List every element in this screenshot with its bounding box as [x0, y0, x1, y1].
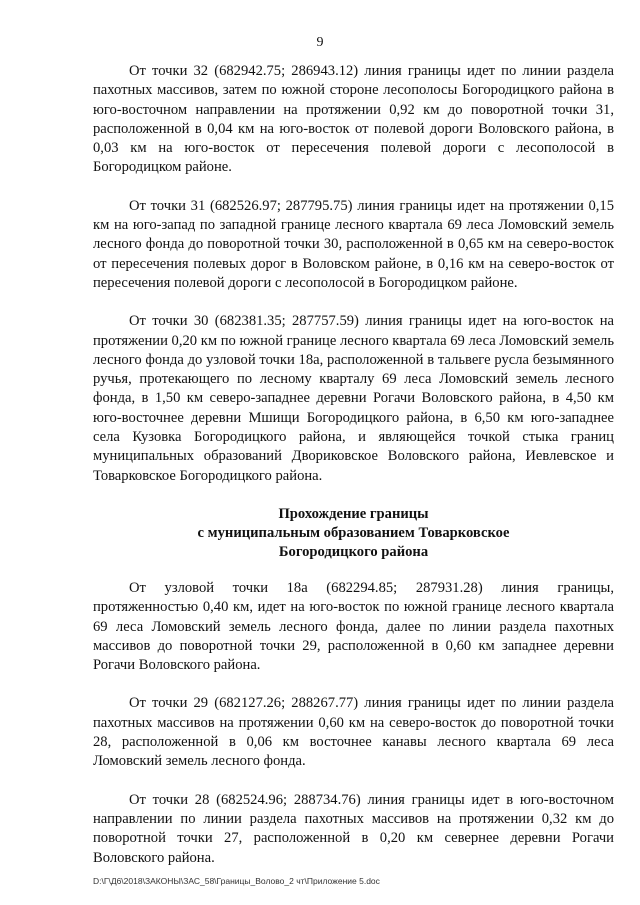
paragraph-point-28: От точки 28 (682524.96; 288734.76) линия границы идет в юго-восточном направлении по линии раздела пахотных массивов на протяжении 0,32 км до поворотной точки 27, расположенной в 0,20 км севернее деревни Рогачи Воловского района. [93, 791, 614, 866]
paragraph-point-31: От точки 31 (682526.97; 287795.75) линия границы идет на протяжении 0,15 км на юго-запад по западной границе лесного квартала 69 леса Ломовский земель лесного фонда до поворотной точки 30, расположенной в 0,65 км на северо-восток от пересечения полевых дорог в Воловском районе, в 0,16 км на северо-восток от пересечения полевой дороги с лесополосой в Богородицком районе. [93, 197, 614, 291]
footer-file-path: D:\Г\Д6\2018\ЗАКОНЫ\ЗАС_58\Границы_Волово_2 чт\Приложение 5.doc [93, 876, 380, 886]
paragraph-point-18a: От узловой точки 18а (682294.85; 287931.28) линия границы, протяженностью 0,40 км, идет на юго-восток по южной границе лесного квартала 69 леса Ломовский земель лесного фонда, далее по линии раздела пахотных массивов до поворотной точки 29, расположенной в 0,60 км западнее деревни Рогачи Воловского района. [93, 579, 614, 674]
section-heading-line-3: Богородицкого района [278, 543, 429, 560]
section-heading-line-1: Прохождение границы [278, 505, 429, 522]
section-heading-line-2: с муниципальным образованием Товарковское [197, 524, 510, 541]
paragraph-point-32: От точки 32 (682942.75; 286943.12) линия границы идет по линии раздела пахотных массивов, затем по южной стороне лесополосы Богородицкого района в юго-восточном направлении на протяжении 0,92 км до поворотной точки 31, расположенной в 0,04 км на юго-восток от полевой дороги Воловского района, в 0,03 км на юго-восток от пересечения полевой дороги с лесополосой в Богородицком районе. [93, 63, 614, 176]
paragraph-point-30: От точки 30 (682381.35; 287757.59) линия границы идет на юго-восток на протяжении 0,20 км по южной границе лесного квартала 69 леса Ломовский земель лесного фонда до узловой точки 18а, расположенной в тальвеге русла безымянного ручья, протекающего по лесному кварталу 69 леса Ломовский земель лесного фонда, в 1,50 км северо-западнее деревни Рогачи Воловского района, в 4,50 км юго-восточнее деревни Мшищи Богородицкого района, в 6,50 км юго-западнее села Кузовка Богородицкого района, и являющейся точкой стыка границ муниципальных образований Двориковское Воловского района, Иевлевское и Товарковское Богородицкого района. [93, 313, 614, 484]
document-body [93, 62, 614, 887]
section-heading [93, 505, 614, 562]
page-number: 9 [316, 35, 324, 50]
paragraph-point-29: От точки 29 (682127.26; 288267.77) линия границы идет по линии раздела пахотных массивов на протяжении 0,60 км на северо-восток до поворотной точки 28, расположенной в 0,06 км восточнее канавы лесного квартала 69 леса Ломовский земель лесного фонда. [93, 695, 614, 770]
